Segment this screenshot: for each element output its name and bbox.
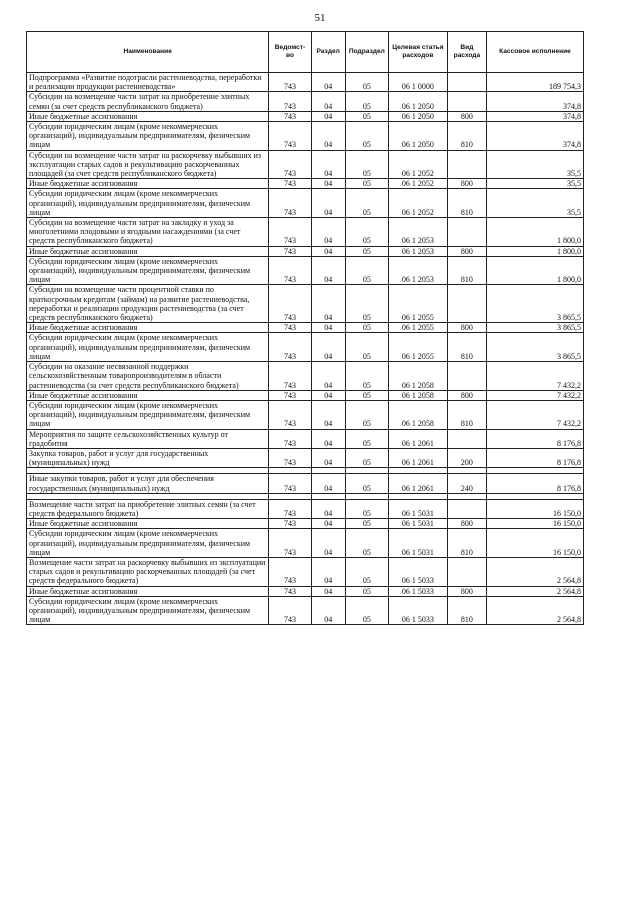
cell-subsection: 05 [345,529,388,558]
cell-type [447,218,486,247]
cell-dept: 743 [269,400,311,429]
cell-target: 06 1 2050 [389,92,448,111]
header-target: Целевая статья расходов [389,32,448,73]
cell-subsection: 05 [345,474,388,493]
cell-name: Субсидии юридическим лицам (кроме некоммерческих организаций), индивидуальным предпринимателям, физическим лицам [27,256,269,285]
cell-subsection: 05 [345,333,388,362]
cell-subsection: 05 [345,179,388,189]
table-row [27,73,584,92]
cell-subsection: 05 [345,150,388,179]
cell-type [447,557,486,586]
cell-dept: 743 [269,111,311,121]
cell-subsection: 05 [345,122,388,151]
cell-amount: 7 432,2 [486,362,583,391]
cell-amount: 374,8 [486,122,583,151]
table-row [27,474,584,493]
cell-subsection: 05 [345,362,388,391]
cell-amount: 16 150,0 [486,529,583,558]
cell-dept: 743 [269,519,311,529]
cell-name: Субсидии на возмещение части затрат на приобретение элитных семян (за счет средств республиканского бюджета) [27,92,269,111]
cell-target: 06 1 2055 [389,285,448,323]
cell-dept: 743 [269,586,311,596]
cell-section: 04 [311,285,345,323]
cell-type [447,150,486,179]
cell-target: 06 1 5033 [389,596,448,625]
cell-type: 800 [447,586,486,596]
cell-name: Субсидии юридическим лицам (кроме некоммерческих организаций), индивидуальным предпринимателям, физическим лицам [27,333,269,362]
cell-subsection: 05 [345,218,388,247]
cell-target: 06 1 2061 [389,448,448,467]
cell-name: Мероприятия по защите сельскохозяйственных культур от градобития [27,429,269,448]
table-row [27,390,584,400]
cell-type: 810 [447,596,486,625]
table-row [27,256,584,285]
table-row [27,448,584,467]
table-row [27,189,584,218]
cell-amount: 16 150,0 [486,499,583,518]
cell-dept: 743 [269,218,311,247]
cell-dept: 743 [269,474,311,493]
cell-amount: 1 800,0 [486,218,583,247]
header-dept: Ведомст-во [269,32,311,73]
cell-target: 06 1 5031 [389,499,448,518]
cell-target: 06 1 2058 [389,362,448,391]
cell-dept: 743 [269,333,311,362]
cell-type: 810 [447,189,486,218]
cell-target: 06 1 2052 [389,189,448,218]
cell-target: 06 1 5031 [389,519,448,529]
cell-name: Иные бюджетные ассигнования [27,179,269,189]
cell-dept: 743 [269,529,311,558]
cell-section: 04 [311,111,345,121]
cell-section: 04 [311,474,345,493]
cell-type: 240 [447,474,486,493]
table-row [27,362,584,391]
cell-dept: 743 [269,448,311,467]
cell-type: 800 [447,246,486,256]
cell-name: Подпрограмма «Развитие подотрасли растениеводства, переработки и реализации продукции растениеводства» [27,73,269,92]
cell-amount: 35,5 [486,150,583,179]
cell-subsection: 05 [345,189,388,218]
cell-subsection: 05 [345,285,388,323]
cell-subsection: 05 [345,111,388,121]
cell-subsection: 05 [345,73,388,92]
cell-amount: 8 176,8 [486,474,583,493]
table-row [27,92,584,111]
cell-section: 04 [311,499,345,518]
cell-type [447,285,486,323]
cell-type: 200 [447,448,486,467]
cell-section: 04 [311,362,345,391]
cell-name: Субсидии юридическим лицам (кроме некоммерческих организаций), индивидуальным предпринимателям, физическим лицам [27,122,269,151]
budget-table [26,31,584,625]
cell-type: 810 [447,122,486,151]
cell-section: 04 [311,596,345,625]
cell-section: 04 [311,529,345,558]
cell-section: 04 [311,429,345,448]
table-row [27,529,584,558]
cell-amount: 1 800,0 [486,246,583,256]
cell-section: 04 [311,400,345,429]
cell-dept: 743 [269,596,311,625]
cell-type [447,362,486,391]
cell-target: 06 1 2061 [389,429,448,448]
cell-type: 800 [447,390,486,400]
cell-type [447,499,486,518]
cell-amount: 3 865,5 [486,333,583,362]
table-row [27,285,584,323]
table-row [27,596,584,625]
table-row [27,400,584,429]
cell-amount: 3 865,5 [486,285,583,323]
cell-target: 06 1 0000 [389,73,448,92]
cell-dept: 743 [269,429,311,448]
cell-subsection: 05 [345,557,388,586]
table-row [27,323,584,333]
cell-type: 810 [447,256,486,285]
cell-subsection: 05 [345,519,388,529]
cell-dept: 743 [269,323,311,333]
cell-type [447,429,486,448]
cell-type: 800 [447,111,486,121]
header-section: Раздел [311,32,345,73]
cell-subsection: 05 [345,323,388,333]
cell-amount: 2 564,8 [486,586,583,596]
cell-dept: 743 [269,285,311,323]
table-row [27,333,584,362]
header-name: Наименование [27,32,269,73]
cell-amount: 8 176,8 [486,429,583,448]
cell-dept: 743 [269,179,311,189]
cell-name: Возмещение части затрат на приобретение элитных семян (за счет средств федерального бюджета) [27,499,269,518]
cell-dept: 743 [269,499,311,518]
cell-target: 06 1 2053 [389,246,448,256]
cell-amount: 35,5 [486,189,583,218]
cell-section: 04 [311,448,345,467]
cell-name: Субсидии на возмещение части процентной ставки по краткосрочным кредитам (займам) на развитие растениеводства, переработки и реализации продукции растениеводства (за счет средств республиканского бюджета) [27,285,269,323]
cell-section: 04 [311,189,345,218]
cell-dept: 743 [269,256,311,285]
cell-section: 04 [311,586,345,596]
header-amount: Кассовое исполнение [486,32,583,73]
cell-subsection: 05 [345,448,388,467]
cell-target: 06 1 5033 [389,586,448,596]
cell-subsection: 05 [345,400,388,429]
cell-section: 04 [311,246,345,256]
cell-type: 810 [447,529,486,558]
cell-amount: 8 176,8 [486,448,583,467]
table-body [27,73,584,625]
cell-amount: 374,8 [486,92,583,111]
cell-name: Субсидии юридическим лицам (кроме некоммерческих организаций), индивидуальным предпринимателям, физическим лицам [27,529,269,558]
cell-section: 04 [311,92,345,111]
cell-amount: 2 564,8 [486,596,583,625]
cell-name: Субсидии юридическим лицам (кроме некоммерческих организаций), индивидуальным предпринимателям, физическим лицам [27,189,269,218]
cell-target: 06 1 2055 [389,333,448,362]
cell-name: Субсидии на возмещение части затрат на раскорчевку выбывших из эксплуатации старых садов и рекультивацию раскорчеванных площадей (за счет средств республиканского бюджета) [27,150,269,179]
cell-type: 810 [447,333,486,362]
cell-name: Субсидии на оказание несвязанной поддержки сельскохозяйственным товаропроизводителям в области растениеводства (за счет средств республиканского бюджета) [27,362,269,391]
cell-name: Субсидии на возмещение части затрат на закладку и уход за многолетними плодовыми и ягодными насаждениями (за счет средств республиканского бюджета) [27,218,269,247]
cell-name: Иные бюджетные ассигнования [27,519,269,529]
cell-type: 810 [447,400,486,429]
cell-amount: 2 564,8 [486,557,583,586]
cell-dept: 743 [269,390,311,400]
cell-name: Иные бюджетные ассигнования [27,246,269,256]
cell-section: 04 [311,333,345,362]
cell-type [447,73,486,92]
cell-section: 04 [311,218,345,247]
cell-amount: 374,8 [486,111,583,121]
cell-subsection: 05 [345,256,388,285]
table-row [27,557,584,586]
cell-amount: 189 754,3 [486,73,583,92]
cell-type: 800 [447,519,486,529]
cell-subsection: 05 [345,586,388,596]
table-row [27,519,584,529]
cell-target: 06 1 2052 [389,150,448,179]
cell-target: 06 1 2055 [389,323,448,333]
cell-amount: 16 150,0 [486,519,583,529]
cell-target: 06 1 2053 [389,256,448,285]
cell-amount: 35,5 [486,179,583,189]
table-row [27,246,584,256]
cell-dept: 743 [269,73,311,92]
table-row [27,179,584,189]
table-row [27,218,584,247]
cell-dept: 743 [269,362,311,391]
cell-section: 04 [311,150,345,179]
cell-subsection: 05 [345,499,388,518]
cell-target: 06 1 2058 [389,400,448,429]
cell-target: 06 1 2050 [389,122,448,151]
cell-target: 06 1 5031 [389,529,448,558]
cell-name: Закупка товаров, работ и услуг для государственных (муниципальных) нужд [27,448,269,467]
cell-dept: 743 [269,557,311,586]
cell-section: 04 [311,122,345,151]
table-row [27,499,584,518]
cell-subsection: 05 [345,596,388,625]
table-row [27,122,584,151]
cell-section: 04 [311,179,345,189]
cell-amount: 1 800,0 [486,256,583,285]
cell-dept: 743 [269,92,311,111]
cell-amount: 7 432,2 [486,390,583,400]
cell-name: Иные закупки товаров, работ и услуг для обеспечения государственных (муниципальных) нужд [27,474,269,493]
cell-subsection: 05 [345,92,388,111]
cell-section: 04 [311,519,345,529]
cell-section: 04 [311,557,345,586]
cell-subsection: 05 [345,246,388,256]
cell-type: 800 [447,179,486,189]
cell-target: 06 1 2052 [389,179,448,189]
cell-type: 800 [447,323,486,333]
cell-name: Иные бюджетные ассигнования [27,390,269,400]
cell-subsection: 05 [345,429,388,448]
cell-subsection: 05 [345,390,388,400]
cell-section: 04 [311,323,345,333]
table-row [27,429,584,448]
cell-name: Иные бюджетные ассигнования [27,111,269,121]
cell-target: 06 1 2061 [389,474,448,493]
cell-dept: 743 [269,122,311,151]
cell-target: 06 1 2050 [389,111,448,121]
cell-name: Субсидии юридическим лицам (кроме некоммерческих организаций), индивидуальным предпринимателям, физическим лицам [27,400,269,429]
cell-dept: 743 [269,246,311,256]
table-row [27,586,584,596]
cell-target: 06 1 5033 [389,557,448,586]
cell-name: Субсидии юридическим лицам (кроме некоммерческих организаций), индивидуальным предпринимателям, физическим лицам [27,596,269,625]
cell-name: Иные бюджетные ассигнования [27,586,269,596]
cell-name: Иные бюджетные ассигнования [27,323,269,333]
cell-section: 04 [311,390,345,400]
cell-section: 04 [311,73,345,92]
cell-dept: 743 [269,189,311,218]
cell-dept: 743 [269,150,311,179]
cell-name: Возмещение части затрат на раскорчевку выбывших из эксплуатации старых садов и рекультивацию раскорчеванных площадей (за счет средств федерального бюджета) [27,557,269,586]
cell-section: 04 [311,256,345,285]
cell-target: 06 1 2058 [389,390,448,400]
table-row [27,150,584,179]
cell-amount: 3 865,5 [486,323,583,333]
header-subsection: Подраздел [345,32,388,73]
cell-type [447,92,486,111]
header-type: Вид расхода [447,32,486,73]
page-number: 51 [314,12,326,24]
cell-amount: 7 432,2 [486,400,583,429]
cell-target: 06 1 2053 [389,218,448,247]
table-header [27,32,584,73]
table-row [27,111,584,121]
